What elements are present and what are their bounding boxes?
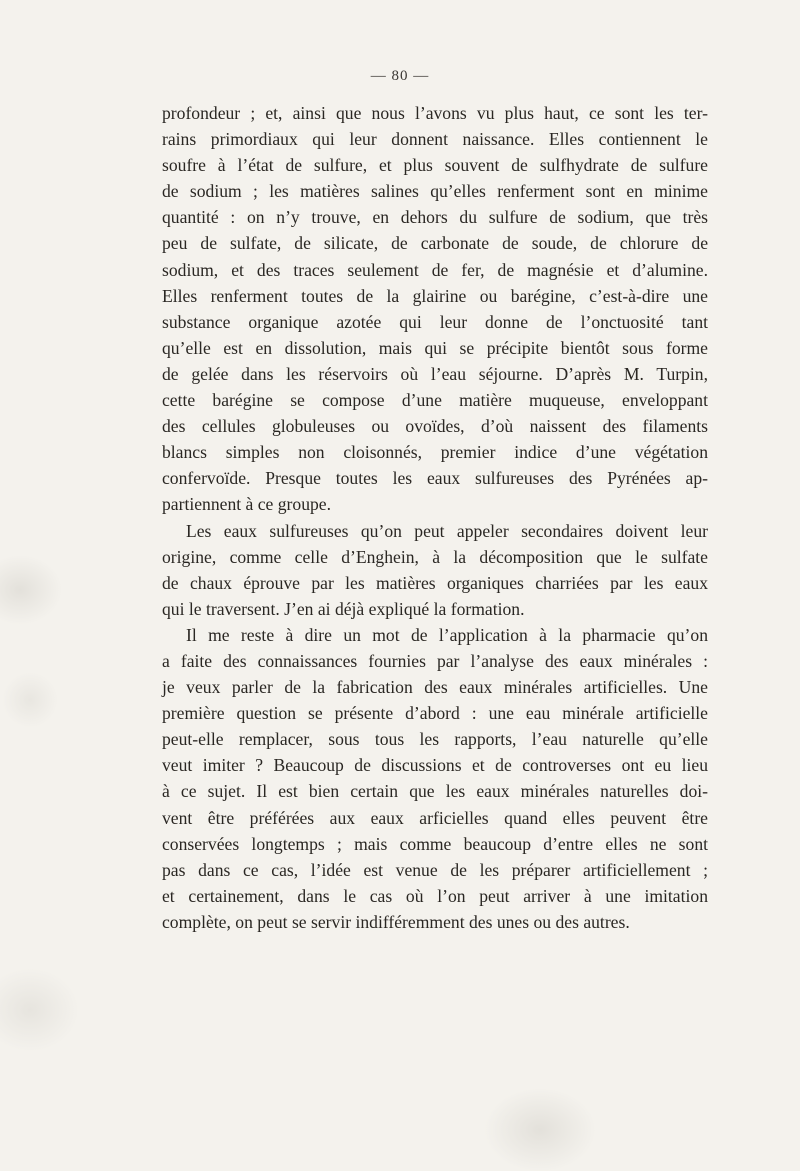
text-line: confervoïde. Presque toutes les eaux sulfureuses des Pyrénées ap- bbox=[162, 468, 708, 489]
text-line: peut-elle remplacer, sous tous les rapports, l’eau naturelle qu’elle bbox=[162, 729, 708, 750]
text-line: soufre à l’état de sulfure, et plus souvent de sulfhydrate de sulfure bbox=[162, 155, 708, 176]
text-line: origine, comme celle d’Enghein, à la décomposition que le sulfate bbox=[162, 546, 708, 567]
text-line: quantité : on n’y trouve, en dehors du sulfure de sodium, que très bbox=[162, 207, 708, 228]
text-line: qu’elle est en dissolution, mais qui se précipite bientôt sous forme bbox=[162, 337, 708, 358]
text-line: de gelée dans les réservoirs où l’eau séjourne. D’après M. Turpin, bbox=[162, 363, 708, 384]
text-line: Elles renferment toutes de la glairine ou barégine, c’est-à-dire une bbox=[162, 285, 708, 306]
text-line: qui le traversent. J’en ai déjà expliqué la formation. bbox=[162, 598, 525, 619]
paragraph-3 bbox=[162, 622, 708, 935]
text-line: Les eaux sulfureuses qu’on peut appeler secondaires doivent leur bbox=[186, 520, 708, 541]
text-line: partiennent à ce groupe. bbox=[162, 494, 332, 515]
text-line: a faite des connaissances fournies par l’analyse des eaux minérales : bbox=[162, 650, 708, 671]
text-line: peu de sulfate, de silicate, de carbonate de soude, de chlorure de bbox=[162, 233, 708, 254]
text-line: de chaux éprouve par les matières organiques charriées par les eaux bbox=[162, 572, 708, 593]
text-line: substance organique azotée qui leur donne de l’onctuosité tant bbox=[162, 311, 708, 332]
text-line: Il me reste à dire un mot de l’application à la pharmacie qu’on bbox=[186, 624, 708, 645]
text-line: profondeur ; et, ainsi que nous l’avons vu plus haut, ce sont les ter- bbox=[162, 103, 708, 123]
text-line: sodium, et des traces seulement de fer, de magnésie et d’alumine. bbox=[162, 259, 708, 280]
text-line: je veux parler de la fabrication des eaux minérales artificielles. Une bbox=[162, 677, 708, 698]
text-line: cette barégine se compose d’une matière muqueuse, enveloppant bbox=[162, 390, 708, 411]
text-line: blancs simples non cloisonnés, premier indice d’une végétation bbox=[162, 442, 708, 463]
text-line: conservées longtemps ; mais comme beaucoup d’entre elles ne sont bbox=[162, 833, 708, 854]
text-line: et certainement, dans le cas où l’on peut arriver à une imitation bbox=[162, 885, 708, 906]
text-line: première question se présente d’abord : une eau minérale artificielle bbox=[162, 703, 708, 724]
text-line: rains primordiaux qui leur donnent naissance. Elles contiennent le bbox=[162, 129, 708, 150]
paragraph-1 bbox=[162, 100, 708, 518]
text-line: veut imiter ? Beaucoup de discussions et de controverses ont eu lieu bbox=[162, 755, 708, 776]
text-line: complète, on peut se servir indifféremment des unes ou des autres. bbox=[162, 911, 630, 932]
text-line: pas dans ce cas, l’idée est venue de les préparer artificiellement ; bbox=[162, 859, 708, 880]
body-text bbox=[162, 100, 708, 935]
text-line: à ce sujet. Il est bien certain que les eaux minérales naturelles doi- bbox=[162, 781, 708, 802]
text-line: vent être préférées aux eaux arficielles quand elles peuvent être bbox=[162, 807, 708, 828]
text-line: de sodium ; les matières salines qu’elles renferment sont en minime bbox=[162, 181, 708, 202]
paragraph-2 bbox=[162, 518, 708, 622]
page-number: — 80 — bbox=[370, 68, 430, 84]
text-line: des cellules globuleuses ou ovoïdes, d’où naissent des filaments bbox=[162, 416, 708, 437]
